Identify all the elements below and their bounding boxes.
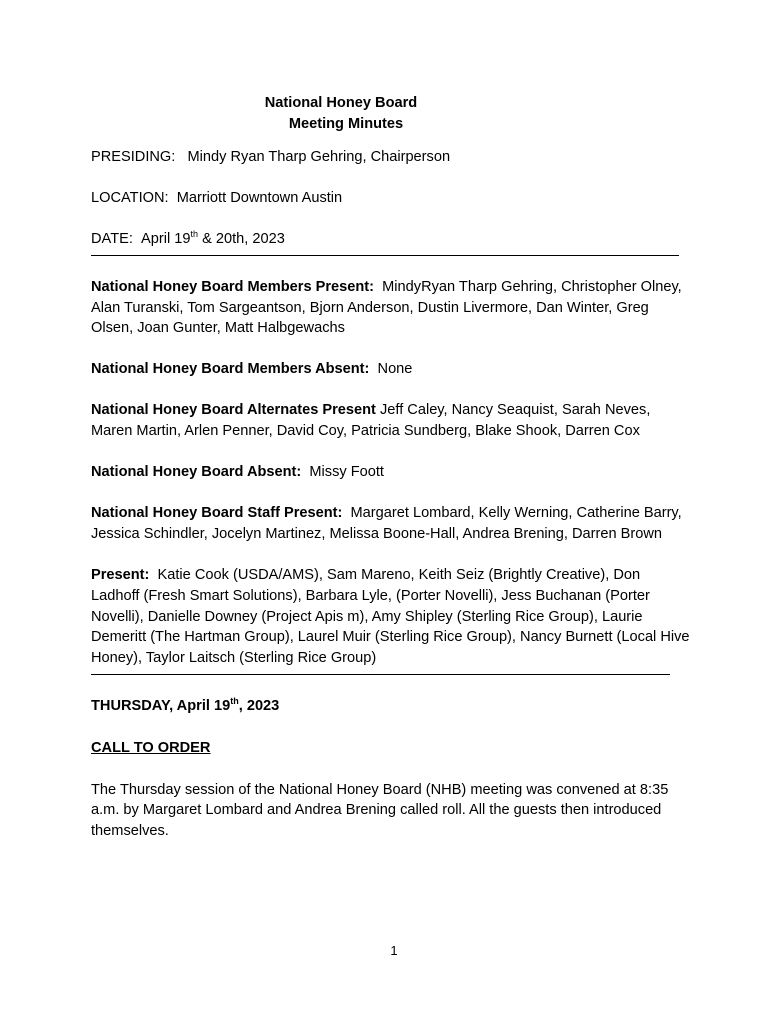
date-line — [91, 229, 691, 249]
separator-rule-bottom — [91, 674, 670, 675]
date-value-prefix: April 19 — [141, 231, 191, 247]
members-absent-paragraph — [91, 359, 691, 380]
board-absent-label: National Honey Board Absent: — [91, 463, 302, 480]
document-title — [0, 93, 769, 135]
board-absent-value: Missy Foott — [309, 463, 384, 480]
alternates-present-value: Jeff Caley, Nancy Seaquist, Sarah Neves, Maren Martin, Arlen Penner, David Coy, Patricia Sundberg, Blake Shook, Darren Cox — [91, 402, 651, 439]
guests-present-value: Katie Cook (USDA/AMS), Sam Mareno, Keith Seiz (Brightly Creative), Don Ladhoff (Fresh Smart Solutions), Barbara Lyle, (Porter Novelli), Jess Buchanan (Porter Novelli), Danielle Downey (Project Apis m), Amy Shipley (Sterling Rice Group), Laurie Demeritt (The Hartman Group), Laurel Muir (Sterling Rice Group), Nancy Burnett (Local Hive Honey), Taylor Laitsch (Sterling Rice Group) — [91, 567, 690, 666]
location-value: Marriott Downtown Austin — [176, 190, 343, 206]
staff-present-label: National Honey Board Staff Present: — [91, 505, 343, 522]
date-value-suffix: & 20th, 2023 — [198, 231, 285, 247]
title-line-meeting-minutes: Meeting Minutes — [288, 116, 404, 132]
presiding-label: PRESIDING: — [91, 149, 176, 165]
alternates-present-label: National Honey Board Alternates Present — [91, 402, 376, 419]
members-present-label: National Honey Board Members Present: — [91, 279, 375, 295]
alternates-present-paragraph — [91, 400, 691, 441]
staff-present-paragraph — [91, 503, 691, 544]
location-line — [91, 188, 691, 208]
thursday-heading-superscript: th — [230, 696, 239, 707]
presiding-line — [91, 147, 691, 167]
thursday-heading-prefix: THURSDAY, April 19 — [91, 698, 231, 715]
members-present-paragraph — [91, 277, 691, 339]
date-label: DATE: — [91, 231, 133, 247]
date-value-superscript: th — [190, 229, 199, 240]
separator-rule-top — [91, 255, 679, 256]
staff-present-value: Margaret Lombard, Kelly Werning, Catherine Barry, Jessica Schindler, Jocelyn Martinez, Melissa Boone-Hall, Andrea Brening, Darren Brown — [91, 505, 682, 542]
page-number: 1 — [390, 943, 398, 958]
call-to-order-heading: CALL TO ORDER — [91, 739, 211, 756]
guests-present-label: Present: — [91, 567, 150, 584]
thursday-heading — [91, 696, 691, 717]
presiding-value: Mindy Ryan Tharp Gehring, Chairperson — [187, 149, 451, 165]
document-page — [91, 93, 691, 841]
guests-present-paragraph — [91, 565, 691, 668]
call-to-order-paragraph: The Thursday session of the National Honey Board (NHB) meeting was convened at 8:35 a.m. by Margaret Lombard and Andrea Brening called roll. All the guests then introduced themselves. — [91, 781, 669, 839]
location-label: LOCATION: — [91, 190, 169, 206]
title-line-organization: National Honey Board — [264, 95, 418, 111]
thursday-heading-suffix: , 2023 — [238, 698, 280, 715]
members-absent-value: None — [377, 360, 413, 377]
members-absent-label: National Honey Board Members Absent: — [91, 360, 370, 377]
members-present-value: MindyRyan Tharp Gehring, Christopher Olney, Alan Turanski, Tom Sargeantson, Bjorn Anderson, Dustin Livermore, Dan Winter, Greg Olsen, Joan Gunter, Matt Halbgewachs — [91, 279, 682, 337]
board-absent-paragraph — [91, 462, 691, 483]
